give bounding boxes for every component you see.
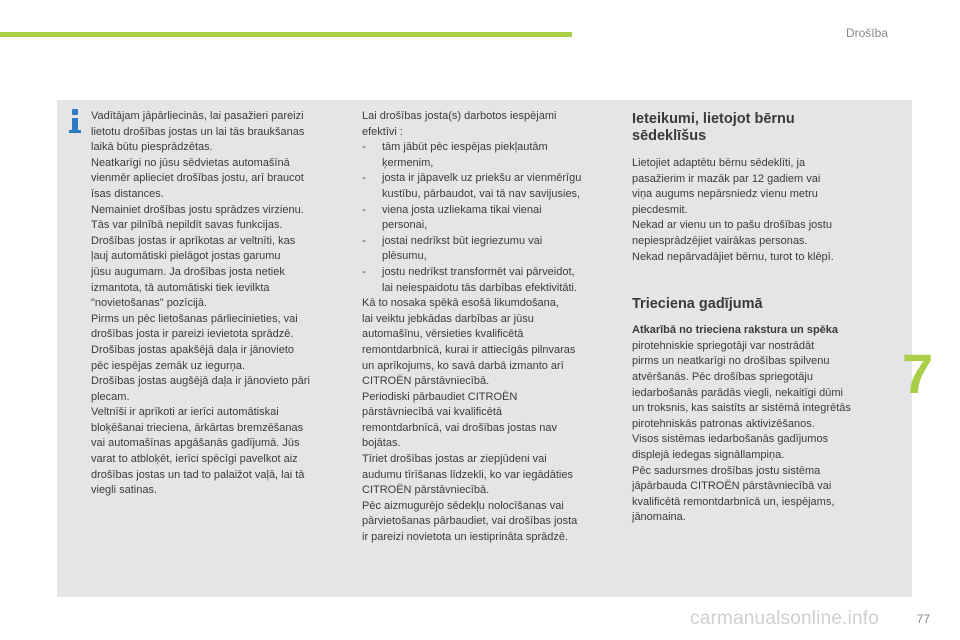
text-line: Drošības jostas apakšējā daļa ir jānovieto [91,343,295,356]
text-line: Pēc aizmugurējo sēdekļu nolocīšanas vai [362,499,564,512]
text-line: drošības josta ir pareizi ievietota sprādzē. [91,328,294,341]
chapter-number: 7 [902,342,934,405]
text-line: atvēršanās. Pēc drošības spriegotāju [632,370,813,383]
column-advice [632,111,902,526]
text-line: jāpārbauda CITROËN pārstāvniecībā vai [632,480,832,493]
list-item: - jostu nedrīkst transformēt vai pārveidot, [362,265,575,278]
text-line: Nemainiet drošības jostu sprādzes virzienu. [91,203,304,216]
text-line: nepiesprādzējiet vairākas personas. [632,234,808,247]
text-line: ļauj automātiski pielāgot jostas garumu [91,250,281,263]
text-line: Veltnīši ir aprīkoti ar ierīci automātiskai [91,406,279,419]
list-item: plēsumu, [382,250,427,263]
text-line: vienmēr aplieciet drošības jostu, arī braucot [91,172,304,185]
list-item: - jostai nedrīkst būt iegriezumu vai [362,234,543,247]
text-line: efektīvi : [362,125,403,138]
list-item: lai neiespaidotu tās darbības efektivitāti. [382,281,578,294]
text-line: Nekad ar vienu un to pašu drošības jostu [632,219,832,232]
text-line: Drošības jostas ir aprīkotas ar veltnīti, kas [91,234,296,247]
text-line: audumu tīrīšanas līdzekli, ko var iegādāties [362,468,573,481]
text-line: plecam. [91,390,130,403]
text-line: automašīnu, vērsieties kvalificētā [362,328,524,341]
text-line: piecdesmit. [632,203,688,216]
text-line: vai automašīnas apgāšanās gadījumā. Jūs [91,437,300,450]
text-line: lietotu drošības jostas un lai tās braukšanas [91,125,305,138]
heading-child-seats: Ieteikumi, lietojot bērnu sēdeklīšus [632,111,795,144]
text-line: izmantota, tā automātiski tiek ievilkta [91,281,270,294]
text-line: drošības jostas un tad to palaižot vaļā, lai tā [91,468,305,481]
text-line: displejā iedegas signāllampiņa. [632,448,785,461]
text-line: pirms un neatkarīgi no drošības spilvenu [632,355,830,368]
text-line: pasažierim ir mazāk par 12 gadiem vai [632,172,821,185]
text-line: varat to atbloķēt, ierīci spēcīgi pavelkot aiz [91,453,298,466]
text-line: Neatkarīgi no jūsu sēdvietas automašīnā [91,156,290,169]
info-icon [67,108,83,134]
text-line: pirotehniskās patronas aktivizēšanos. [632,417,815,430]
heading-crash: Trieciena gadījumā [632,296,763,313]
text-line: bloķēšanai trieciena, ārkārtas bremzēšanas [91,421,304,434]
text-line: laikā būtu piesprādzētas. [91,141,213,154]
text-line: Periodiski pārbaudiet CITROËN [362,390,518,403]
watermark: carmanualsonline.info [690,608,880,629]
text-line: un troksnis, kas saistīts ar sistēmā integrētās [632,402,851,415]
text-line: Lai drošības josta(s) darbotos iespējami [362,110,557,122]
text-line: ir pareizi novietota un iestiprināta sprādzē. [362,531,569,544]
text-line: lai veiktu jebkādas darbības ar jūsu [362,312,534,325]
page-number: 77 [916,612,930,626]
text-line: Tīriet drošības jostas ar ziepjūdeni vai [362,453,547,466]
text-line: pirotehniskie spriegotāji var nostrādāt [632,339,815,352]
text-line: kvalificētā remontdarbnīcā un, iespējams, [632,495,835,508]
text-line: bojātas. [362,437,401,450]
list-item: kustību, pārbaudot, vai tā nav savijusies, [382,187,581,200]
list-item: - tām jābūt pēc iespējas piekļautām [362,141,548,154]
text-line: Kā to nosaka spēkā esošā likumdošana, [362,297,559,310]
column-belt-usage [91,109,343,499]
text-line: CITROËN pārstāvniecībā. [362,484,490,497]
text-line: jānomaina. [632,511,686,524]
text-line: remontdarbnīcā, vai drošības jostas nav [362,421,558,434]
list-item: - josta ir jāpavelk uz priekšu ar vienmērīgu [362,172,582,185]
text-line: un aprīkojums, ko savā darbā izmanto arī [362,359,564,372]
text-line: viegli satinas. [91,484,158,497]
text-line: "novietošanas" pozīcijā. [91,297,208,310]
text-line: Tās var pilnībā nepildīt savas funkcijas. [91,219,283,232]
text-line: jūsu augumam. Ja drošības josta netiek [91,265,285,278]
text-line: viņa augums nepārsniedz vienu metru [632,188,818,201]
text-line: Nekad nepārvadājiet bērnu, turot to klēpī. [632,250,834,263]
text-line: pēc iespējas zemāk uz iegurņa. [91,359,246,372]
crash-lead: Atkarībā no trieciena rakstura un spēka [632,324,839,337]
text-line: īsas distances. [91,187,164,200]
text-line: Visos sistēmas iedarbošanās gadījumos [632,433,829,446]
text-line: Pirms un pēc lietošanas pārliecinieties, vai [91,312,298,325]
text-line: Vadītājam jāpārliecinās, lai pasažieri pareizi [91,110,304,122]
text-line: pārvietošanas pārbaudiet, vai drošības josta [362,515,578,528]
list-item: personai, [382,219,428,232]
list-item: ķermenim, [382,156,434,169]
list-item: - viena josta uzliekama tikai vienai [362,203,542,216]
text-line: pārstāvniecībā vai kvalificētā [362,406,503,419]
text-line: remontdarbnīcā, kurai ir attiecīgās pilnvaras [362,343,576,356]
header-accent-bar [0,32,572,37]
text-line: Lietojiet adaptētu bērnu sēdeklīti, ja [632,157,806,169]
text-line: CITROËN pārstāvniecībā. [362,375,490,388]
text-line: Pēc sadursmes drošības jostu sistēma [632,464,821,477]
section-title: Drošība [845,26,888,40]
column-belt-effectiveness [362,109,617,546]
text-line: Drošības jostas augšējā daļa ir jānovieto pāri [91,375,310,388]
text-line: iedarbošanās parādās viegli, nekaitīgi dūmi [632,386,843,399]
